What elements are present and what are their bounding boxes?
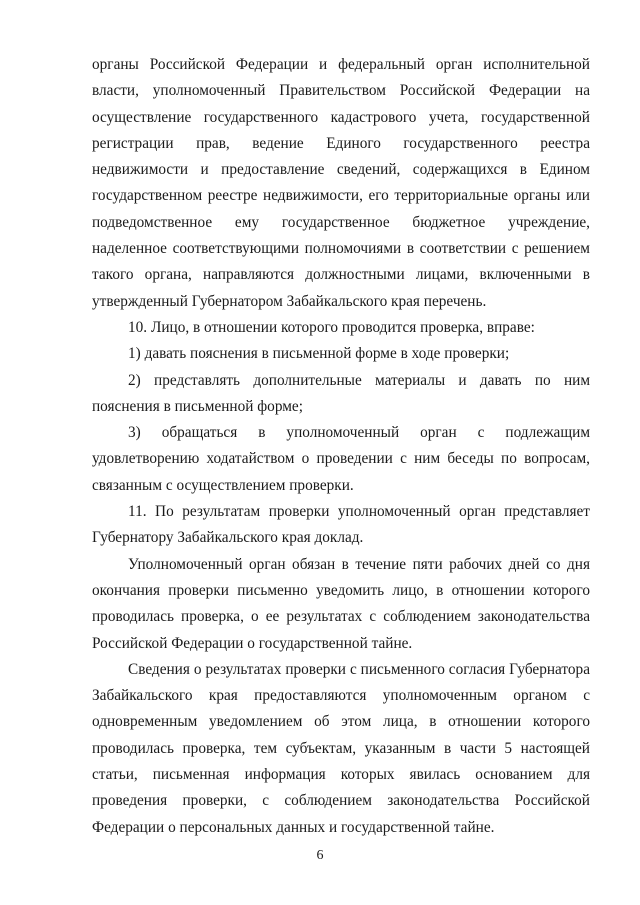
paragraph-notification: Уполномоченный орган обязан в течение пяти рабочих дней со дня окончания проверки письменно уведомить лицо, в отношении которого проводилась проверка, о ее результатах с соблюдением законодательства Российской Федерации о государственной тайне. xyxy=(92,555,590,652)
paragraph-item-10: 10. Лицо, в отношении которого проводится проверка, вправе: xyxy=(128,318,535,336)
paragraph-item-11: 11. По результатам проверки уполномоченный орган представляет Губернатору Забайкальского края доклад. xyxy=(92,503,590,547)
page-number: 6 xyxy=(316,848,324,863)
paragraph-results-disclosure: Сведения о результатах проверки с письменного согласия Губернатора Забайкальского края предоставляются уполномоченным органом с одновременным уведомлением об этом лица, в отношении которого проводилась проверка, тем субъектам, указанным в части 5 настоящей статьи, письменная информация которых явилась основанием для проведения проверки, с соблюдением законодательства Российской Федерации о персональных данных и государственной тайне. xyxy=(92,660,590,836)
document-body xyxy=(92,52,590,841)
paragraph-subitem-2: 2) представлять дополнительные материалы и давать по ним пояснения в письменной форме; xyxy=(92,371,590,415)
paragraph-continuation: органы Российской Федерации и федеральный орган исполнительной власти, уполномоченный Правительством Российской Федерации на осуществление государственного кадастрового учета, государственной регистрации прав, ведение Единого государственного реестра недвижимости и предоставление сведений, содержащихся в Едином государственном реестре недвижимости, его территориальные органы или подведомственное ему государственное бюджетное учреждение, наделенное соответствующими полномочиями в соответствии с решением такого органа, направляются должностными лицами, включенными в утвержденный Губернатором Забайкальского края перечень. xyxy=(92,56,590,310)
paragraph-subitem-3: 3) обращаться в уполномоченный орган с подлежащим удовлетворению ходатайством о проведении с ним беседы по вопросам, связанным с осуществлением проверки. xyxy=(92,424,590,494)
paragraph-subitem-1: 1) давать пояснения в письменной форме в ходе проверки; xyxy=(128,345,510,363)
